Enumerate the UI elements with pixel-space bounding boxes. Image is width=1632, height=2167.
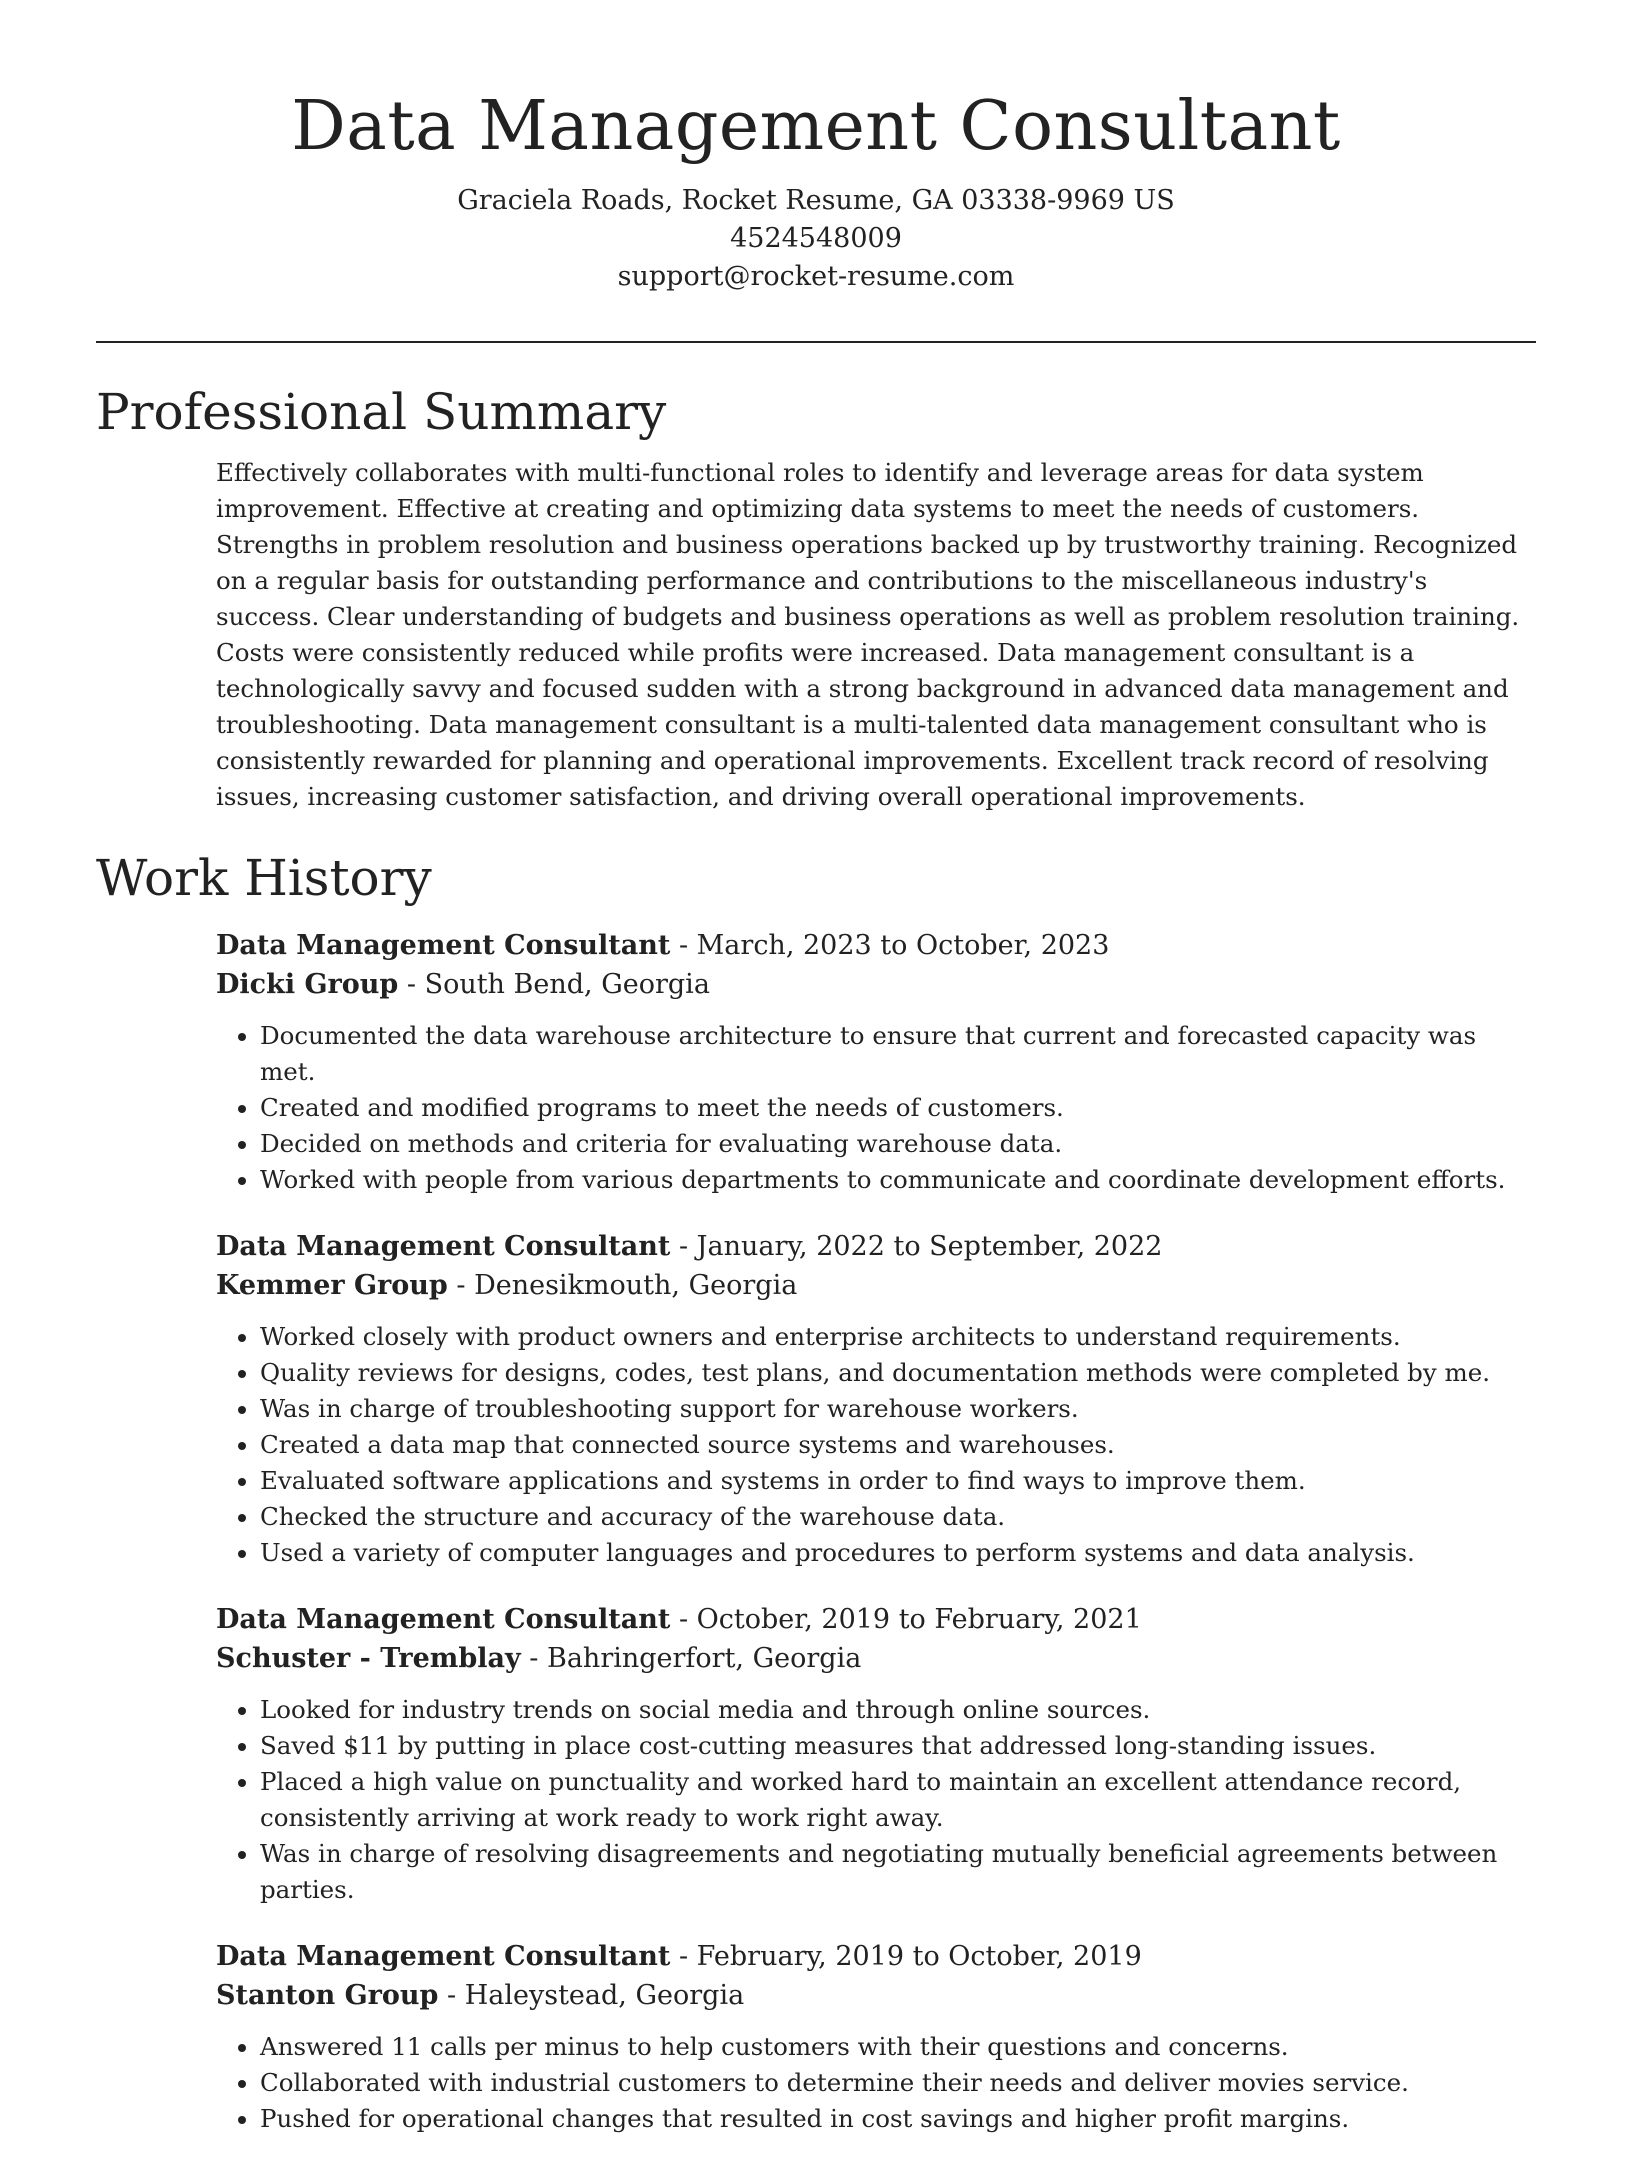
job-entry xyxy=(216,1228,1536,1571)
summary-text: Effectively collaborates with multi-functional roles to identify and leverage areas for data system improvement. Effective at creating and optimizing data systems to meet the needs of customers. Strengths in problem resolution and business operations backed up by trustworthy training. Recognized on a regular basis for outstanding performance and contributions to the miscellaneous industry's success. Clear understanding of budgets and business operations as well as problem resolution training. Costs were consistently reduced while profits were increased. Data management consultant is a technologically savvy and focused sudden with a strong background in advanced data management and troubleshooting. Data management consultant is a multi-talented data management consultant who is consistently rewarded for planning and operational improvements. Excellent track record of resolving issues, increasing customer satisfaction, and driving overall operational improvements. xyxy=(216,458,1520,811)
contact-phone: 4524548009 xyxy=(730,223,902,254)
job-bullet: • Saved $11 by putting in place cost-cutting measures that addressed long-standing issues. xyxy=(260,1728,1536,1764)
header-divider xyxy=(96,341,1536,343)
job-bullet: • Was in charge of resolving disagreements and negotiating mutually beneficial agreements between parties. xyxy=(260,1836,1536,1908)
job-company-line xyxy=(216,1977,1536,2016)
job-bullets xyxy=(216,1692,1536,1908)
job-bullet: • Evaluated software applications and systems in order to find ways to improve them. xyxy=(260,1463,1536,1499)
job-title-line xyxy=(216,1601,1536,1640)
work-history-heading: Work History xyxy=(96,849,432,907)
job-dates: - October, 2019 to February, 2021 xyxy=(670,1604,1142,1635)
job-bullet: • Collaborated with industrial customers to determine their needs and deliver movies service. xyxy=(260,2065,1536,2101)
summary-heading: Professional Summary xyxy=(96,383,667,441)
job-company: Dicki Group xyxy=(216,968,399,1000)
job-bullet: • Used a variety of computer languages and procedures to perform systems and data analysis. xyxy=(260,1535,1536,1571)
job-entry xyxy=(216,1938,1536,2137)
job-dates: - February, 2019 to October, 2019 xyxy=(670,1941,1142,1972)
resume-header xyxy=(96,82,1536,296)
job-bullet: • Quality reviews for designs, codes, test plans, and documentation methods were completed by me. xyxy=(260,1355,1536,1391)
job-company-line xyxy=(216,1267,1536,1306)
job-dates: - March, 2023 to October, 2023 xyxy=(670,930,1110,961)
job-role: Data Management Consultant xyxy=(216,1604,671,1635)
job-bullet: • Was in charge of troubleshooting support for warehouse workers. xyxy=(260,1391,1536,1427)
contact-email: support@rocket-resume.com xyxy=(617,261,1015,292)
job-bullet: • Decided on methods and criteria for evaluating warehouse data. xyxy=(260,1126,1536,1162)
job-company-line xyxy=(216,966,1536,1005)
job-location: - Haleystead, Georgia xyxy=(438,1979,745,2011)
job-bullet: • Pushed for operational changes that resulted in cost savings and higher profit margins. xyxy=(260,2101,1536,2137)
job-bullet: • Created a data map that connected source systems and warehouses. xyxy=(260,1427,1536,1463)
job-role: Data Management Consultant xyxy=(216,930,671,961)
job-bullet: • Created and modified programs to meet the needs of customers. xyxy=(260,1090,1536,1126)
job-entry xyxy=(216,927,1536,1198)
job-role: Data Management Consultant xyxy=(216,1231,671,1262)
job-location: - Denesikmouth, Georgia xyxy=(447,1269,798,1301)
job-company: Schuster - Tremblay xyxy=(216,1642,521,1674)
job-role: Data Management Consultant xyxy=(216,1941,671,1972)
job-bullet: • Looked for industry trends on social media and through online sources. xyxy=(260,1692,1536,1728)
summary-section xyxy=(96,381,1536,815)
job-bullets xyxy=(216,2029,1536,2137)
job-bullets xyxy=(216,1018,1536,1198)
job-company-line xyxy=(216,1640,1536,1679)
contact-block xyxy=(96,182,1536,296)
job-bullet: • Checked the structure and accuracy of the warehouse data. xyxy=(260,1499,1536,1535)
job-bullets xyxy=(216,1319,1536,1571)
work-history-section xyxy=(96,847,1536,2167)
job-title-line xyxy=(216,1228,1536,1267)
job-bullet: • Documented the data warehouse architecture to ensure that current and forecasted capacity was met. xyxy=(260,1018,1536,1090)
job-bullet: • Worked closely with product owners and enterprise architects to understand requirements. xyxy=(260,1319,1536,1355)
job-bullet: • Answered 11 calls per minus to help customers with their questions and concerns. xyxy=(260,2029,1536,2065)
job-entry xyxy=(216,1601,1536,1908)
job-bullet: • Placed a high value on punctuality and worked hard to maintain an excellent attendance record, consistently arriving at work ready to work right away. xyxy=(260,1764,1536,1836)
summary-body xyxy=(216,455,1536,815)
contact-address: Graciela Roads, Rocket Resume, GA 03338-9969 US xyxy=(457,185,1175,216)
jobs-list xyxy=(216,927,1536,2137)
job-company: Stanton Group xyxy=(216,1979,439,2011)
job-location: - Bahringerfort, Georgia xyxy=(520,1642,862,1674)
job-company: Kemmer Group xyxy=(216,1269,448,1301)
job-location: - South Bend, Georgia xyxy=(398,968,710,1000)
job-title-line xyxy=(216,1938,1536,1977)
candidate-title: Data Management Consultant xyxy=(291,87,1341,166)
job-dates: - January, 2022 to September, 2022 xyxy=(670,1231,1163,1262)
job-title-line xyxy=(216,927,1536,966)
job-bullet: • Worked with people from various departments to communicate and coordinate development efforts. xyxy=(260,1162,1536,1198)
